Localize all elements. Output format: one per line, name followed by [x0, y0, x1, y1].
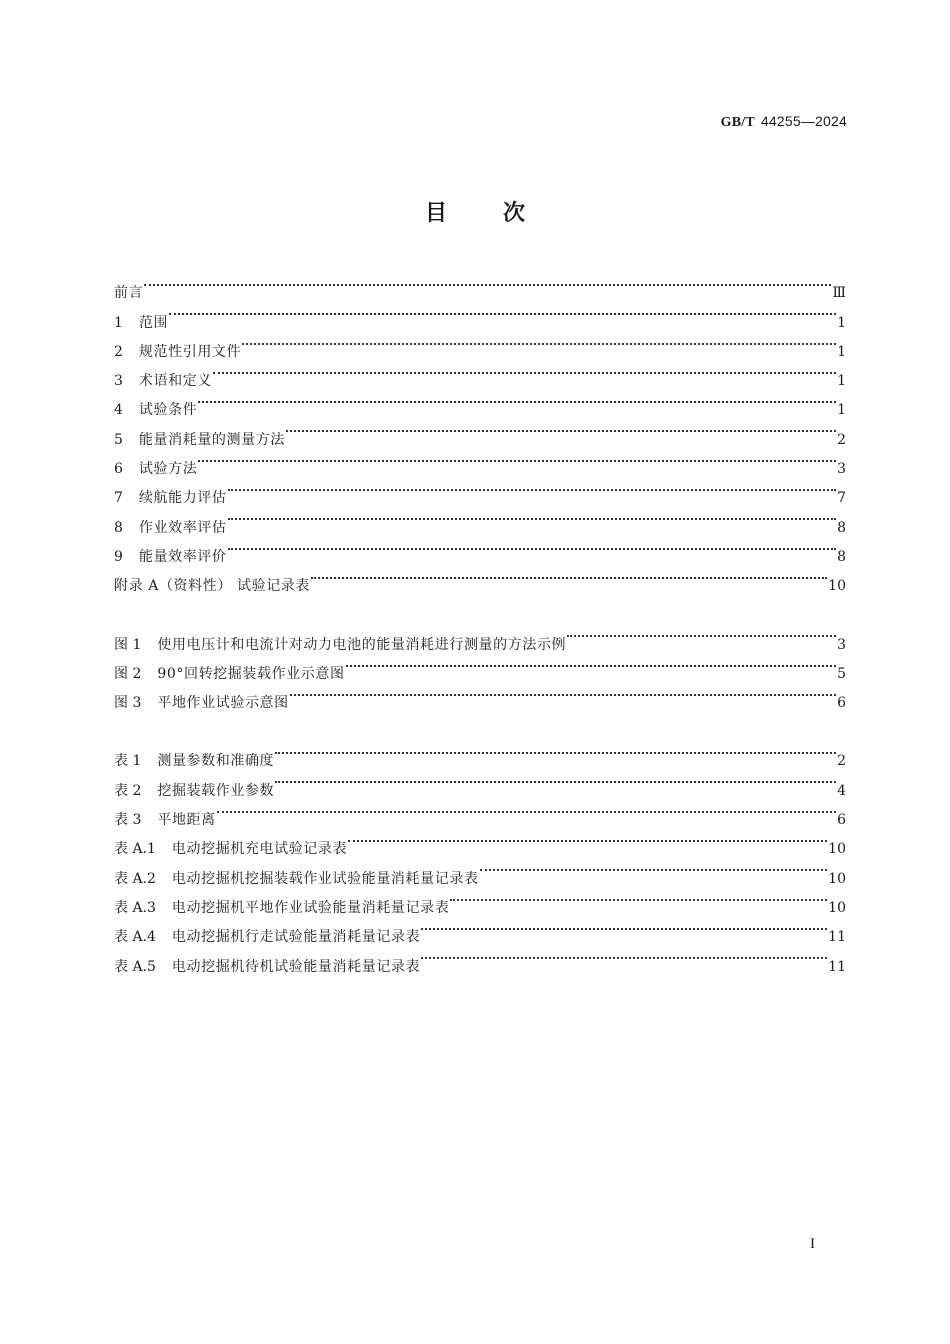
toc-entry-title: 平地作业试验示意图: [157, 695, 289, 712]
toc-entry-number: 表 A.5: [114, 958, 156, 975]
toc-entry-chapter[interactable]: [114, 444, 846, 478]
toc-entry-page: 3: [837, 461, 846, 478]
toc-entry-title: 电动挖掘机充电试验记录表: [171, 841, 348, 858]
toc-entry-page: 10: [828, 841, 846, 858]
toc-entry-title: 电动挖掘机行走试验能量消耗量记录表: [171, 929, 421, 946]
toc-entry-page: 8: [837, 548, 846, 565]
toc-entry-chapter[interactable]: [114, 385, 846, 419]
toc-entry-number: 图 1: [114, 636, 142, 653]
toc-leader-dots: [346, 649, 837, 678]
toc-entry-title: 电动挖掘机挖掘装载作业试验能量消耗量记录表: [171, 870, 479, 887]
toc-entry-number: 2: [114, 343, 123, 360]
toc-entry-page: 1: [837, 314, 846, 331]
toc-entry-title: 前言: [114, 285, 144, 302]
toc-entry-number: 8: [114, 519, 123, 536]
toc-leader-dots: [198, 444, 836, 473]
toc-entry-number: 表 A.3: [114, 899, 156, 916]
toc-entry-page: 3: [837, 636, 846, 653]
toc-entry-table[interactable]: [114, 824, 846, 858]
toc-leader-dots: [198, 385, 836, 414]
toc-entry-page: 8: [837, 519, 846, 536]
toc-entry-page: 4: [837, 782, 846, 799]
toc-entry-page: 10: [828, 578, 846, 595]
toc-entry-figure[interactable]: [114, 619, 846, 653]
toc-entry-number: 表 A.4: [114, 929, 156, 946]
toc-entry-title: 试验条件: [138, 402, 198, 419]
standard-year-number: 44255—2024: [760, 113, 847, 129]
toc-leader-dots: [311, 561, 827, 590]
toc-entry-title: 续航能力评估: [138, 490, 227, 507]
toc-entry-title: 90°回转挖掘装载作业示意图: [157, 665, 345, 682]
toc-entry-title: 电动挖掘机待机试验能量消耗量记录表: [171, 958, 421, 975]
toc-entry-number: 9: [114, 548, 123, 565]
toc-entry-page: 1: [837, 373, 846, 390]
toc-entry-chapter[interactable]: [114, 356, 846, 390]
toc-entry-title: 术语和定义: [138, 373, 212, 390]
toc-entry-page: 10: [828, 870, 846, 887]
toc-entry-chapter[interactable]: [114, 327, 846, 360]
toc-leader-dots: [242, 327, 836, 356]
toc-leader-dots: [228, 473, 837, 502]
toc-entry-page: 6: [837, 812, 846, 829]
toc-entry-number: 表 1: [114, 753, 142, 770]
toc-entry-number: 图 2: [114, 665, 142, 682]
toc-figures: [114, 619, 846, 712]
table-of-contents: [114, 268, 846, 975]
toc-entry-page: 2: [837, 753, 846, 770]
toc-leader-dots: [290, 678, 836, 707]
toc-entry-chapter[interactable]: [114, 414, 846, 448]
toc-entry-number: 6: [114, 461, 123, 478]
toc-tables: [114, 736, 846, 975]
toc-entry-number: 图 3: [114, 695, 142, 712]
toc-chapters: [114, 268, 846, 595]
toc-leader-dots: [169, 297, 836, 326]
page-number: I: [810, 1236, 815, 1252]
page-title: 目次: [424, 201, 581, 226]
toc-entry-title: 使用电压计和电流计对动力电池的能量消耗进行测量的方法示例: [157, 636, 567, 653]
toc-entry-title: 能量效率评价: [138, 548, 227, 565]
toc-leader-dots: [480, 853, 828, 882]
toc-entry-title: 作业效率评估: [138, 519, 227, 536]
toc-entry-title: 范围: [138, 314, 169, 331]
toc-leader-dots: [286, 414, 836, 443]
toc-leader-dots: [567, 619, 836, 648]
toc-leader-dots: [228, 502, 837, 531]
toc-entry-title: 平地距离: [157, 812, 216, 829]
standard-code: GB/T: [720, 115, 755, 130]
toc-leader-dots: [228, 532, 837, 561]
toc-leader-dots: [275, 765, 836, 794]
toc-entry-number: 表 A.1: [114, 841, 156, 858]
toc-entry-title: 电动挖掘机平地作业试验能量消耗量记录表: [171, 899, 450, 916]
toc-entry-chapter[interactable]: [114, 473, 846, 507]
toc-entry-title: 挖掘装载作业参数: [157, 782, 275, 799]
toc-entry-table[interactable]: [114, 736, 846, 770]
toc-leader-dots: [213, 356, 836, 385]
toc-leader-dots: [217, 795, 836, 824]
toc-entry-page: 11: [828, 929, 846, 946]
toc-entry-number: 3: [114, 373, 123, 390]
toc-entry-table[interactable]: [114, 795, 846, 829]
toc-entry-page: 7: [837, 490, 846, 507]
toc-entry-page: 10: [828, 899, 846, 916]
toc-leader-dots: [421, 912, 827, 941]
toc-leader-dots: [450, 883, 827, 912]
toc-entry-number: 表 2: [114, 782, 142, 799]
toc-entry-number: 5: [114, 431, 123, 448]
toc-entry-number: 表 A.2: [114, 870, 156, 887]
toc-entry-preface[interactable]: [114, 268, 846, 302]
toc-entry-title: 能量消耗量的测量方法: [138, 431, 285, 448]
toc-leader-dots: [144, 268, 831, 297]
toc-entry-page: 6: [837, 695, 846, 712]
toc-entry-page: 1: [837, 343, 846, 360]
toc-entry-page: 11: [828, 958, 846, 975]
toc-entry-number: 1: [114, 314, 123, 331]
toc-leader-dots: [348, 824, 827, 853]
toc-entry-page: 1: [837, 402, 846, 419]
toc-entry-title: 测量参数和准确度: [157, 753, 275, 770]
toc-leader-dots: [421, 941, 827, 970]
toc-entry-title: 规范性引用文件: [138, 343, 242, 360]
toc-leader-dots: [275, 736, 836, 765]
toc-entry-title: 附录 A（资料性） 试验记录表: [114, 578, 311, 595]
toc-entry-number: 4: [114, 402, 123, 419]
toc-entry-title: 试验方法: [138, 461, 198, 478]
toc-entry-page: 2: [837, 431, 846, 448]
toc-entry-chapter[interactable]: [114, 297, 846, 331]
toc-entry-number: 表 3: [114, 812, 142, 829]
toc-entry-page: 5: [837, 665, 846, 682]
toc-entry-number: 7: [114, 490, 123, 507]
toc-entry-page: Ⅲ: [832, 285, 846, 302]
standard-number: [721, 113, 847, 131]
